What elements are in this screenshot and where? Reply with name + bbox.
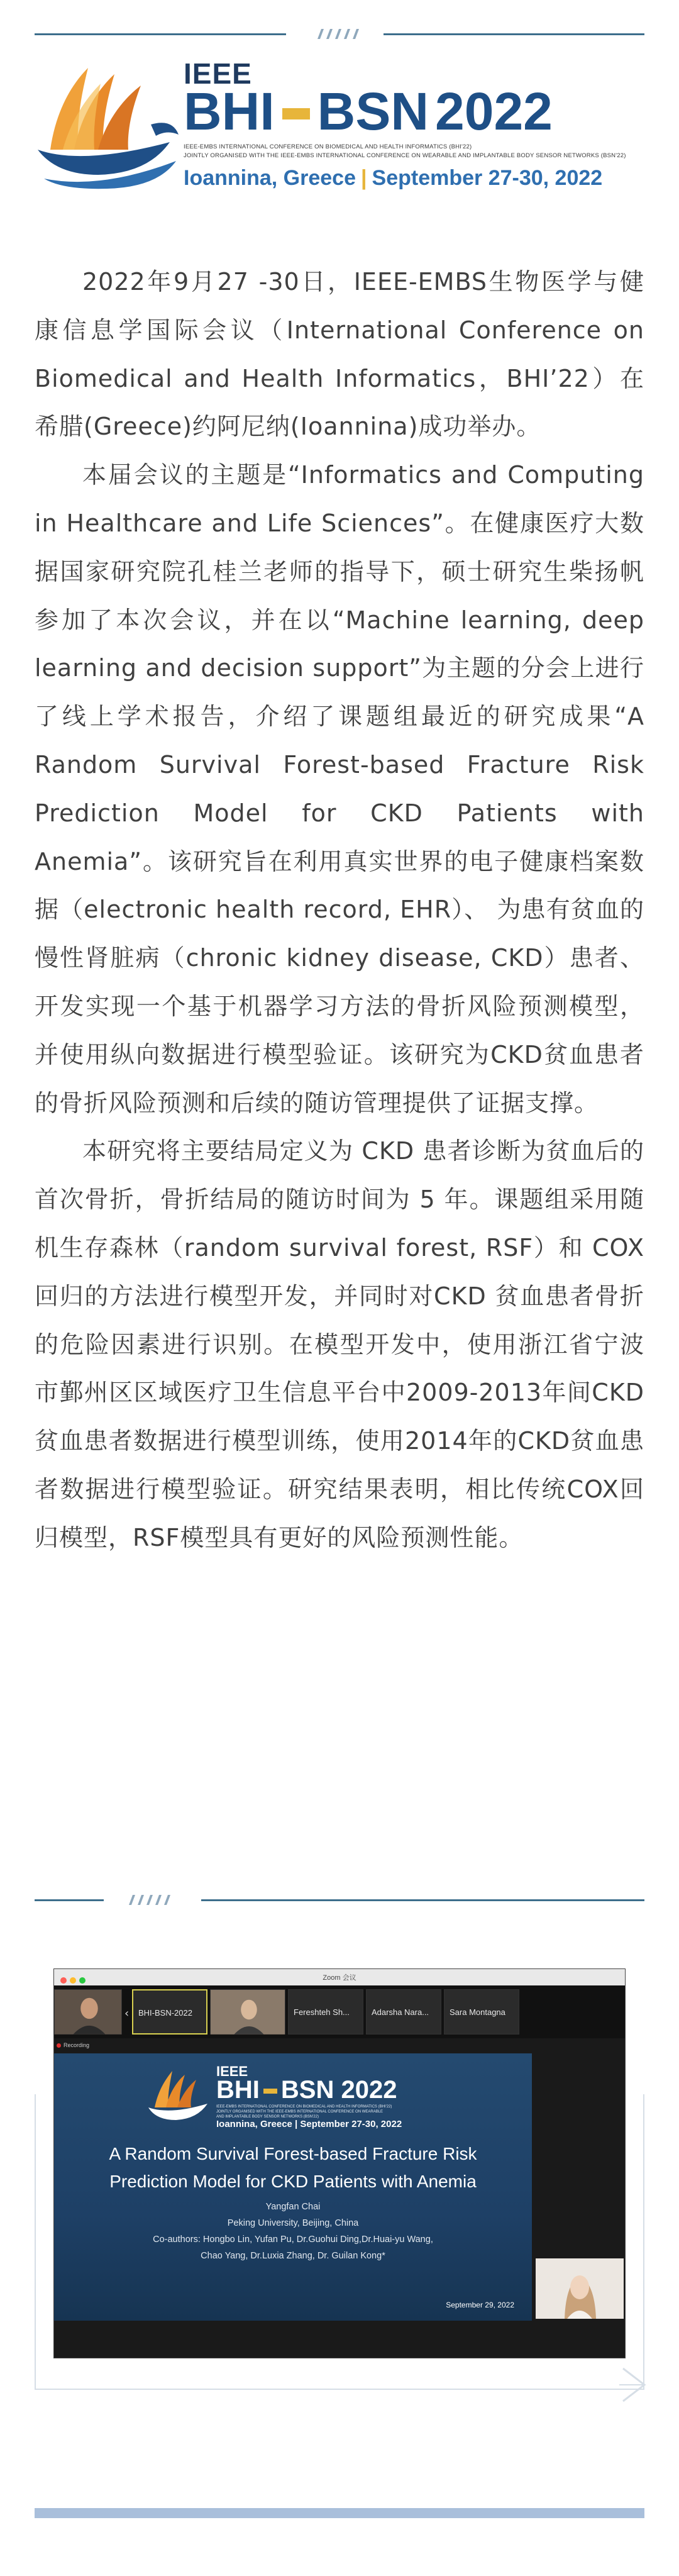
participant-tile-adarsha[interactable]: [366, 1989, 441, 2035]
slide-subline-2: JOINTLY ORGANISED WITH THE IEEE-EMBS INTERNATIONAL CONFERENCE ON WEARABLE: [216, 2110, 384, 2114]
logo-dates: September 27-30, 2022: [372, 166, 603, 190]
participant-tile-bhi-bsn[interactable]: [132, 1989, 207, 2035]
slide-date: September 29, 2022: [446, 2301, 514, 2309]
slide-title-line-2: Prediction Model for CKD Patients with Anemia: [109, 2172, 477, 2191]
divider-line-left: [35, 33, 286, 35]
ship-logo-icon: [148, 2066, 211, 2126]
logo-separator: |: [361, 166, 367, 190]
recording-indicator: Recording: [57, 2042, 89, 2048]
conference-logo: [38, 50, 641, 208]
divider-line-left: [35, 1899, 104, 1901]
shared-slide: [54, 2053, 532, 2321]
article-body: [35, 258, 644, 1562]
paragraph-intro: 2022年9月27 -30日，IEEE-EMBS生物医学与健康信息学国际会议（International Conference on Biomedical and Health Informatics，BHI’22）在希腊(Greece)约阿尼纳(Ioannina)成功举办。: [35, 268, 644, 441]
participant-tile: [54, 1989, 122, 2035]
logo-bsn: BSN: [317, 82, 429, 141]
person-video-icon: [211, 1990, 285, 2035]
logo-dash: [282, 108, 310, 119]
zoom-meeting-screenshot: [53, 1968, 626, 2358]
participant-name: BHI-BSN-2022: [138, 2008, 192, 2018]
person-video-icon: [536, 2258, 624, 2319]
slide-location: Ioannina, Greece | September 27-30, 2022: [216, 2119, 402, 2129]
top-divider: [35, 28, 644, 40]
participant-name: Fereshteh Sh...: [294, 2007, 350, 2017]
ship-logo-icon: [38, 55, 182, 191]
slide-presenter: Yangfan Chai: [265, 2202, 321, 2212]
self-view-video[interactable]: [536, 2258, 624, 2319]
zoom-window-title: Zoom 会议: [323, 1974, 356, 1982]
slide-subline-1: IEEE-EMBS INTERNATIONAL CONFERENCE ON BIOMEDICAL AND HEALTH INFORMATICS (BHI'22): [216, 2105, 392, 2109]
slide-ieee: IEEE: [216, 2063, 248, 2079]
divider-line-right: [201, 1899, 644, 1901]
participant-tile-sara[interactable]: [444, 1989, 519, 2035]
person-video-icon: [55, 1990, 121, 2035]
participant-name: Adarsha Nara...: [372, 2007, 429, 2017]
slide-coauthors-2: Chao Yang, Dr.Luxia Zhang, Dr. Guilan Kong*: [201, 2251, 385, 2261]
participant-name: Sara Montagna: [450, 2007, 505, 2017]
bottom-bar: [35, 2508, 644, 2518]
participant-tile-fereshteh[interactable]: [288, 1989, 363, 2035]
slide-subline-3: AND IMPLANTABLE BODY SENSOR NETWORKS (BSN'22): [216, 2115, 319, 2119]
chevron-right-icon: [619, 2366, 648, 2404]
screenshot-frame: [35, 1968, 644, 2409]
slide-title-line-1: A Random Survival Forest-based Fracture Risk: [109, 2144, 477, 2163]
slide-logo: [148, 2063, 444, 2133]
logo-conference-name: [184, 83, 553, 140]
logo-ieee: IEEE: [184, 57, 252, 90]
participant-tile[interactable]: [210, 1989, 285, 2035]
slide-conference-name: BHI BSN 2022: [216, 2076, 397, 2104]
zoom-titlebar: [54, 1969, 625, 1985]
divider-line-right: [384, 33, 644, 35]
paragraph-method: 本研究将主要结局定义为 CKD 患者诊断为贫血后的首次骨折，骨折结局的随访时间为 5 年。课题组采用随机生存森林（random survival forest, RSF）和 COX 回归的方法进行模型开发，并同时对CKD 贫血患者骨折的危险因素进行识别。在模型开发中，使用浙江省宁波市鄞州区区域医疗卫生信息平台中2009-2013年间CKD贫血患者数据进行模型训练，使用2014年的CKD贫血患者数据进行模型验证。研究结果表明，相比传统COX回归模型，RSF模型具有更好的风险预测性能。: [35, 1137, 644, 1552]
logo-bhi: BHI: [184, 82, 275, 141]
logo-year: 2022: [435, 82, 553, 141]
slide-coauthors-1: Co-authors: Hongbo Lin, Yufan Pu, Dr.Guohui Ding,Dr.Huai-yu Wang,: [153, 2235, 433, 2245]
participant-strip: [54, 1985, 625, 2038]
logo-subline-1: IEEE-EMBS INTERNATIONAL CONFERENCE ON BIOMEDICAL AND HEALTH INFORMATICS (BHI'22): [184, 143, 472, 150]
logo-city: Ioannina, Greece: [184, 166, 356, 190]
logo-subline-2: JOINTLY ORGANISED WITH THE IEEE-EMBS INTERNATIONAL CONFERENCE ON WEARABLE AND IMPLANTABLE BODY SENSOR NETWORKS (BSN'22): [184, 152, 626, 159]
logo-location: [184, 166, 602, 191]
section-divider: [35, 1894, 644, 1906]
record-dot-icon: [57, 2043, 61, 2048]
slide-affiliation: Peking University, Beijing, China: [227, 2218, 359, 2228]
slash-ornament-icon: [116, 1894, 179, 1906]
chevron-left-icon[interactable]: ‹: [124, 2007, 130, 2020]
paragraph-theme: 本届会议的主题是“Informatics and Computing in Healthcare and Life Sciences”。在健康医疗大数据国家研究院孔桂兰老师的指导下，硕士研究生柴扬帆参加了本次会议，并在以“Machine learning, deep learning and decision support”为主题的分会上进行了线上学术报告，介绍了课题组最近的研究成果“A Random Survival Forest-based Fracture Risk Prediction Model for CKD Patients with Anemia”。该研究旨在利用真实世界的电子健康档案数据（electronic health record, EHR）、 为患有贫血的慢性肾脏病（chronic kidney disease, CKD）患者、开发实现一个基于机器学习方法的骨折风险预测模型，并使用纵向数据进行模型验证。该研究为CKD贫血患者的骨折风险预测和后续的随访管理提供了证据支撑。: [35, 461, 644, 1117]
slash-ornament-icon: [305, 28, 368, 40]
